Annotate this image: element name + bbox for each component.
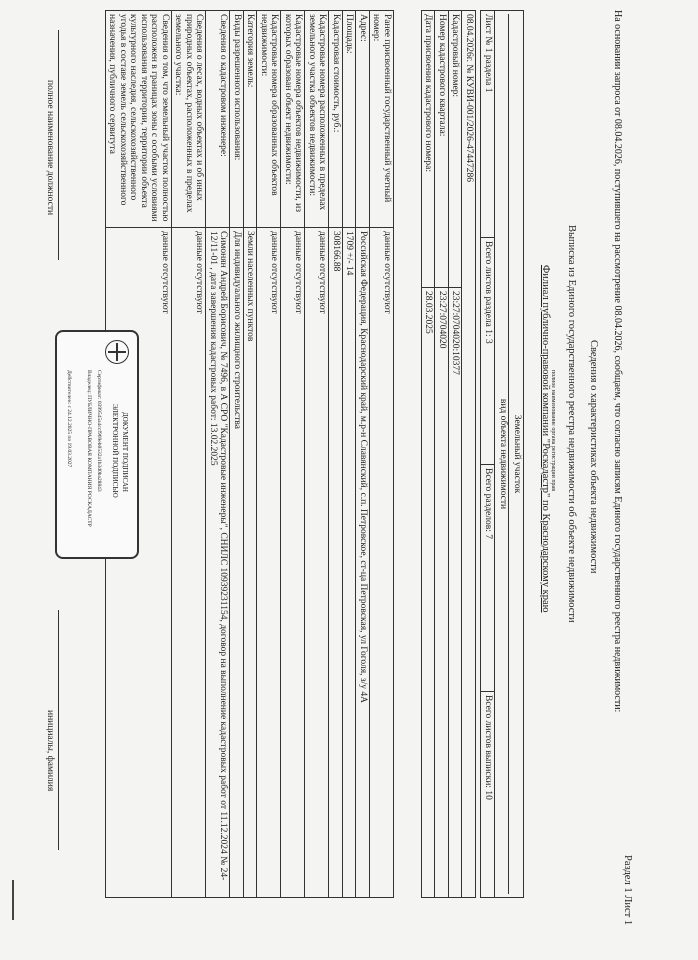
date-number: 08.04.2026г. № КУВИ-001/2026-47447286 bbox=[462, 11, 476, 898]
name-line bbox=[58, 610, 59, 850]
signature-position-caption: полное наименование должности bbox=[45, 80, 55, 216]
table-row: Кадастровые номера объектов недвижимости, из которых образован объект недвижимости: данные отсутствуют bbox=[281, 11, 305, 898]
meta-table bbox=[421, 10, 476, 898]
e-signature-stamp bbox=[55, 330, 139, 559]
object-type: Земельный участок bbox=[512, 414, 522, 494]
sheets-total: Всего листов выписки: 10 bbox=[481, 692, 495, 898]
signature-name-caption: инициалы, фамилия bbox=[45, 710, 55, 792]
table-row: Сведения о том, что земельный участок полностью расположен в границах зоны с особыми условиями использования территории, территории объекта культурного наследия, сельскохозяйственного угодья в составе земель сельскохозяйственного назначения, публичного сервитута данные отсутствуют bbox=[106, 11, 172, 898]
roskadastr-logo-icon bbox=[105, 340, 129, 364]
sheets-in-section: Всего листов раздела 1: 3 bbox=[481, 238, 495, 465]
sections-total: Всего разделов: 7 bbox=[481, 465, 495, 692]
stamp-valid: Действителен: с 24.12.2025 по 19.03.2027 bbox=[66, 370, 72, 468]
sheet-number: Лист № 1 раздела 1 bbox=[481, 11, 495, 238]
table-row: Кадастровые номера расположенных в пределах земельного участка объектов недвижимости: данные отсутствуют bbox=[305, 11, 329, 898]
table-row: Сведения о кадастровом инженере: Симонян Андрей Борисович, № 7496, в А СРО "Кадастровые инженеры", СНИЛС 10939231154, договор на выполнение кадастровых работ от 11.12.2024 № 24-12/11-01 , дата завершения кадастровых работ: 13.02.2025 bbox=[206, 11, 230, 898]
section-label: Раздел 1 Лист 1 bbox=[622, 855, 633, 926]
table-row: Кадастровые номера образованных объектов недвижимости: данные отсутствуют bbox=[257, 11, 281, 898]
rotated-sheet bbox=[39, 10, 639, 950]
table-row: Дата присвоения кадастрового номера: 28.03.2025 bbox=[422, 11, 436, 898]
basis-text: На основании запроса от 08.04.2026, поступившего на рассмотрение 08.04.2026, сообщаем, что согласно записям Единого государственного реестра недвижимости: bbox=[612, 10, 623, 713]
table-row: Сведения о лесах, водных объектах и об иных природных объектах, расположенных в пределах земельного участка: данные отсутствуют bbox=[172, 11, 207, 898]
stamp-cert: Сертификат: 0399545a4ccf969eb0532a1b3d0ba28843 bbox=[96, 370, 102, 492]
table-row: Адрес: Российская Федерация, Краснодарский край, м.р-н Славянский, с.п. Петровское, ст-ца Петровская, ул Гоголя, з/у 4А bbox=[356, 11, 370, 898]
object-type-caption: вид объекта недвижимости bbox=[498, 14, 510, 894]
subtitle: Сведения о характеристиках объекта недвижимости bbox=[588, 340, 599, 574]
stamp-title-1: ДОКУМЕНТ ПОДПИСАН bbox=[121, 412, 129, 492]
details-table bbox=[105, 10, 394, 898]
summary-table bbox=[481, 10, 525, 898]
table-row: Кадастровый номер: 23:27:0704020:10377 bbox=[449, 11, 463, 898]
table-row: Ранее присвоенный государственный учетный номер: данные отсутствуют bbox=[370, 11, 394, 898]
scan-edge-mark bbox=[12, 880, 14, 920]
position-line bbox=[58, 30, 59, 260]
table-row: Номер кадастрового квартала: 23:27:0704020 bbox=[435, 11, 449, 898]
table-row: Кадастровая стоимость, руб.: 308166.88 bbox=[329, 11, 343, 898]
table-row: Категория земель: Земли населенных пунктов bbox=[244, 11, 258, 898]
org-name: Филиал публично-правовой компании "Роскадастр" по Краснодарскому краю bbox=[540, 265, 551, 613]
stamp-title-2: ЭЛЕКТРОННОЙ ПОДПИСЬЮ bbox=[111, 404, 119, 498]
table-row: Площадь: 1709 +/- 14 bbox=[343, 11, 357, 898]
org-note: полное наименование органа регистрации прав bbox=[550, 370, 556, 492]
stamp-owner: Владелец: ПУБЛИЧНО-ПРАВОВАЯ КОМПАНИЯ РОСКАДАСТР bbox=[86, 370, 92, 527]
table-row: Виды разрешенного использования: Для индивидуального жилищного строительства bbox=[230, 11, 244, 898]
document-title: Выписка из Единого государственного реестра недвижимости об объекте недвижимости bbox=[566, 225, 577, 623]
